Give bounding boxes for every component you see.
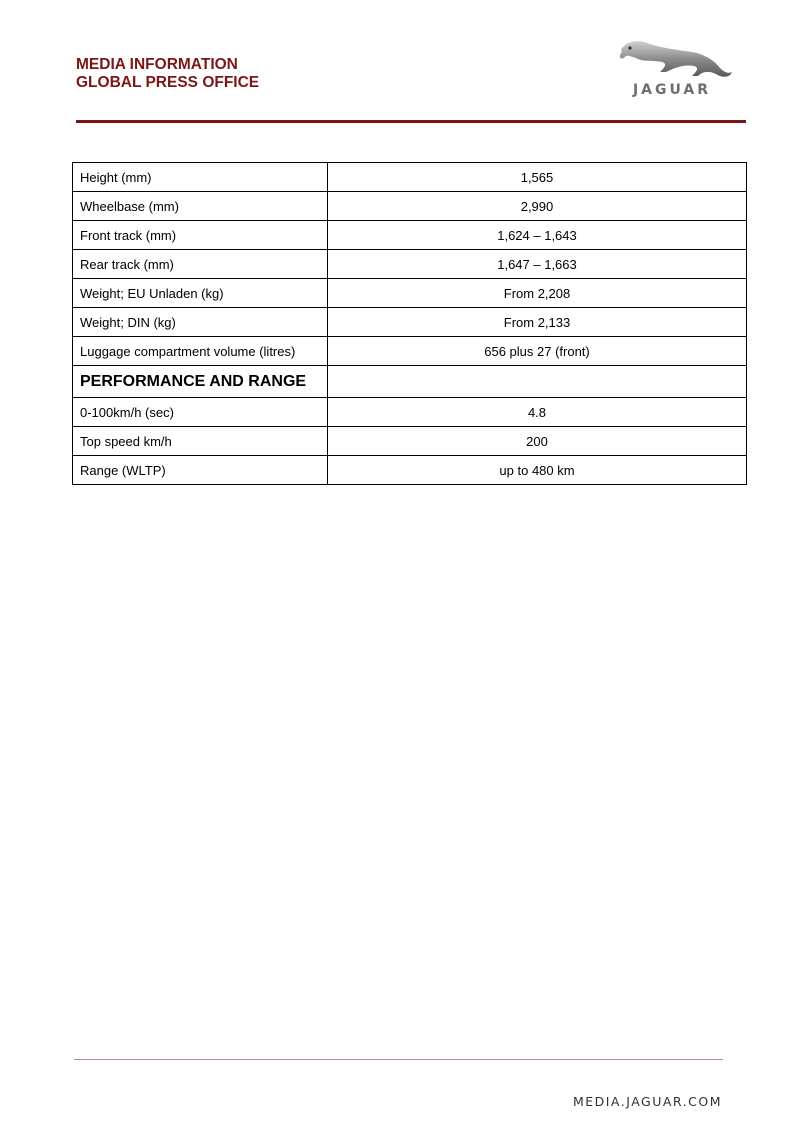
table-row <box>73 456 747 485</box>
table-row <box>73 427 747 456</box>
table-row <box>73 163 747 192</box>
spec-label: Height (mm) <box>73 163 328 192</box>
header-media-information: MEDIA INFORMATION <box>76 56 238 73</box>
footer-divider <box>74 1059 723 1060</box>
jaguar-logo <box>608 38 736 102</box>
spec-value <box>328 366 747 398</box>
spec-label: Weight; EU Unladen (kg) <box>73 279 328 308</box>
spec-value: 1,565 <box>328 163 747 192</box>
document-header <box>76 56 259 92</box>
spec-value: From 2,133 <box>328 308 747 337</box>
footer-url: MEDIA.JAGUAR.COM <box>572 1094 722 1109</box>
spec-label: Front track (mm) <box>73 221 328 250</box>
table-row <box>73 221 747 250</box>
spec-value: 1,647 – 1,663 <box>328 250 747 279</box>
spec-label: Wheelbase (mm) <box>73 192 328 221</box>
spec-value: 656 plus 27 (front) <box>328 337 747 366</box>
spec-label: Top speed km/h <box>73 427 328 456</box>
spec-label: Weight; DIN (kg) <box>73 308 328 337</box>
table-row <box>73 337 747 366</box>
spec-value: From 2,208 <box>328 279 747 308</box>
spec-value: 1,624 – 1,643 <box>328 221 747 250</box>
header-divider <box>76 120 746 123</box>
specification-table <box>72 162 747 485</box>
table-row <box>73 366 747 398</box>
spec-value: 2,990 <box>328 192 747 221</box>
spec-value: 4.8 <box>328 398 747 427</box>
header-global-press-office: GLOBAL PRESS OFFICE <box>76 74 260 91</box>
leaper-icon <box>608 38 736 82</box>
spec-label: 0-100km/h (sec) <box>73 398 328 427</box>
table-row <box>73 250 747 279</box>
spec-label: PERFORMANCE AND RANGE <box>73 366 328 398</box>
table-row <box>73 192 747 221</box>
spec-value: 200 <box>328 427 747 456</box>
spec-label: Luggage compartment volume (litres) <box>73 337 328 366</box>
spec-label: Range (WLTP) <box>73 456 328 485</box>
spec-label: Rear track (mm) <box>73 250 328 279</box>
table-row <box>73 398 747 427</box>
table-row <box>73 308 747 337</box>
table-row <box>73 279 747 308</box>
logo-wordmark: JAGUAR <box>632 82 712 98</box>
spec-value: up to 480 km <box>328 456 747 485</box>
